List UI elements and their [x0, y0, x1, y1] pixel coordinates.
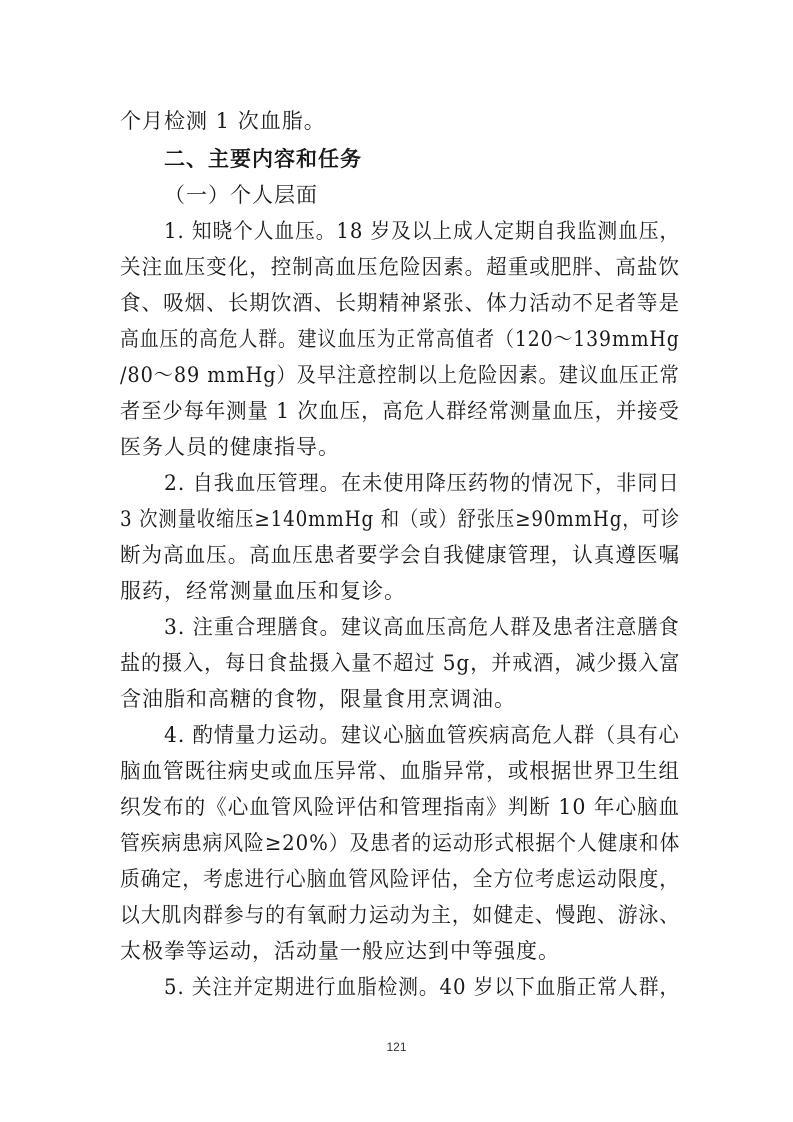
paragraph-line: 断为高血压。高血压患者要学会自我健康管理，认真遵医嘱	[120, 543, 680, 567]
paragraph-line: 服药，经常测量血压和复诊。	[120, 579, 406, 603]
paragraph-line: 管疾病患病风险≥20%）及患者的运动形式根据个人健康和体	[120, 831, 681, 855]
paragraph-line: 太极拳等运动，活动量一般应达到中等强度。	[120, 939, 560, 963]
page-number: 121	[386, 1040, 407, 1054]
paragraph-line: 医务人员的健康指导。	[120, 435, 340, 459]
paragraph-line: 高血压的高危人群。建议血压为正常高值者（120～139mmHg	[120, 327, 680, 351]
paragraph-line: 织发布的《心血管风险评估和管理指南》判断 10 年心脑血	[120, 795, 681, 819]
paragraph-line: 含油脂和高糖的食物，限量食用烹调油。	[120, 687, 516, 711]
subsection-heading: （一）个人层面	[164, 183, 318, 207]
paragraph-line: 2. 自我血压管理。在未使用降压药物的情况下，非同日	[164, 471, 680, 495]
paragraph-line: 5. 关注并定期进行血脂检测。40 岁以下血脂正常人群，	[164, 975, 681, 999]
paragraph-line: 盐的摄入，每日食盐摄入量不超过 5g，并戒酒，减少摄入富	[120, 651, 681, 675]
paragraph-line: /80～89 mmHg）及早注意控制以上危险因素。建议血压正常	[120, 363, 680, 387]
paragraph-line: 以大肌肉群参与的有氧耐力运动为主，如健走、慢跑、游泳、	[120, 903, 680, 927]
paragraph-line: 脑血管既往病史或血压异常、血脂异常，或根据世界卫生组	[120, 759, 680, 783]
paragraph-line: 食、吸烟、长期饮酒、长期精神紧张、体力活动不足者等是	[120, 291, 680, 315]
paragraph-line: 3 次测量收缩压≥140mmHg 和（或）舒张压≥90mmHg，可诊	[120, 507, 680, 531]
paragraph-line: 者至少每年测量 1 次血压，高危人群经常测量血压，并接受	[120, 399, 680, 423]
paragraph-line: 1. 知晓个人血压。18 岁及以上成人定期自我监测血压，	[164, 219, 681, 243]
text-line: 个月检测 1 次血脂。	[120, 109, 326, 133]
section-heading: 二、主要内容和任务	[164, 147, 362, 171]
paragraph-line: 4. 酌情量力运动。建议心脑血管疾病高危人群（具有心	[164, 723, 680, 747]
paragraph-line: 关注血压变化，控制高血压危险因素。超重或肥胖、高盐饮	[120, 255, 680, 279]
paragraph-line: 3. 注重合理膳食。建议高血压高危人群及患者注意膳食	[164, 615, 680, 639]
paragraph-line: 质确定，考虑进行心脑血管风险评估，全方位考虑运动限度，	[120, 867, 680, 891]
